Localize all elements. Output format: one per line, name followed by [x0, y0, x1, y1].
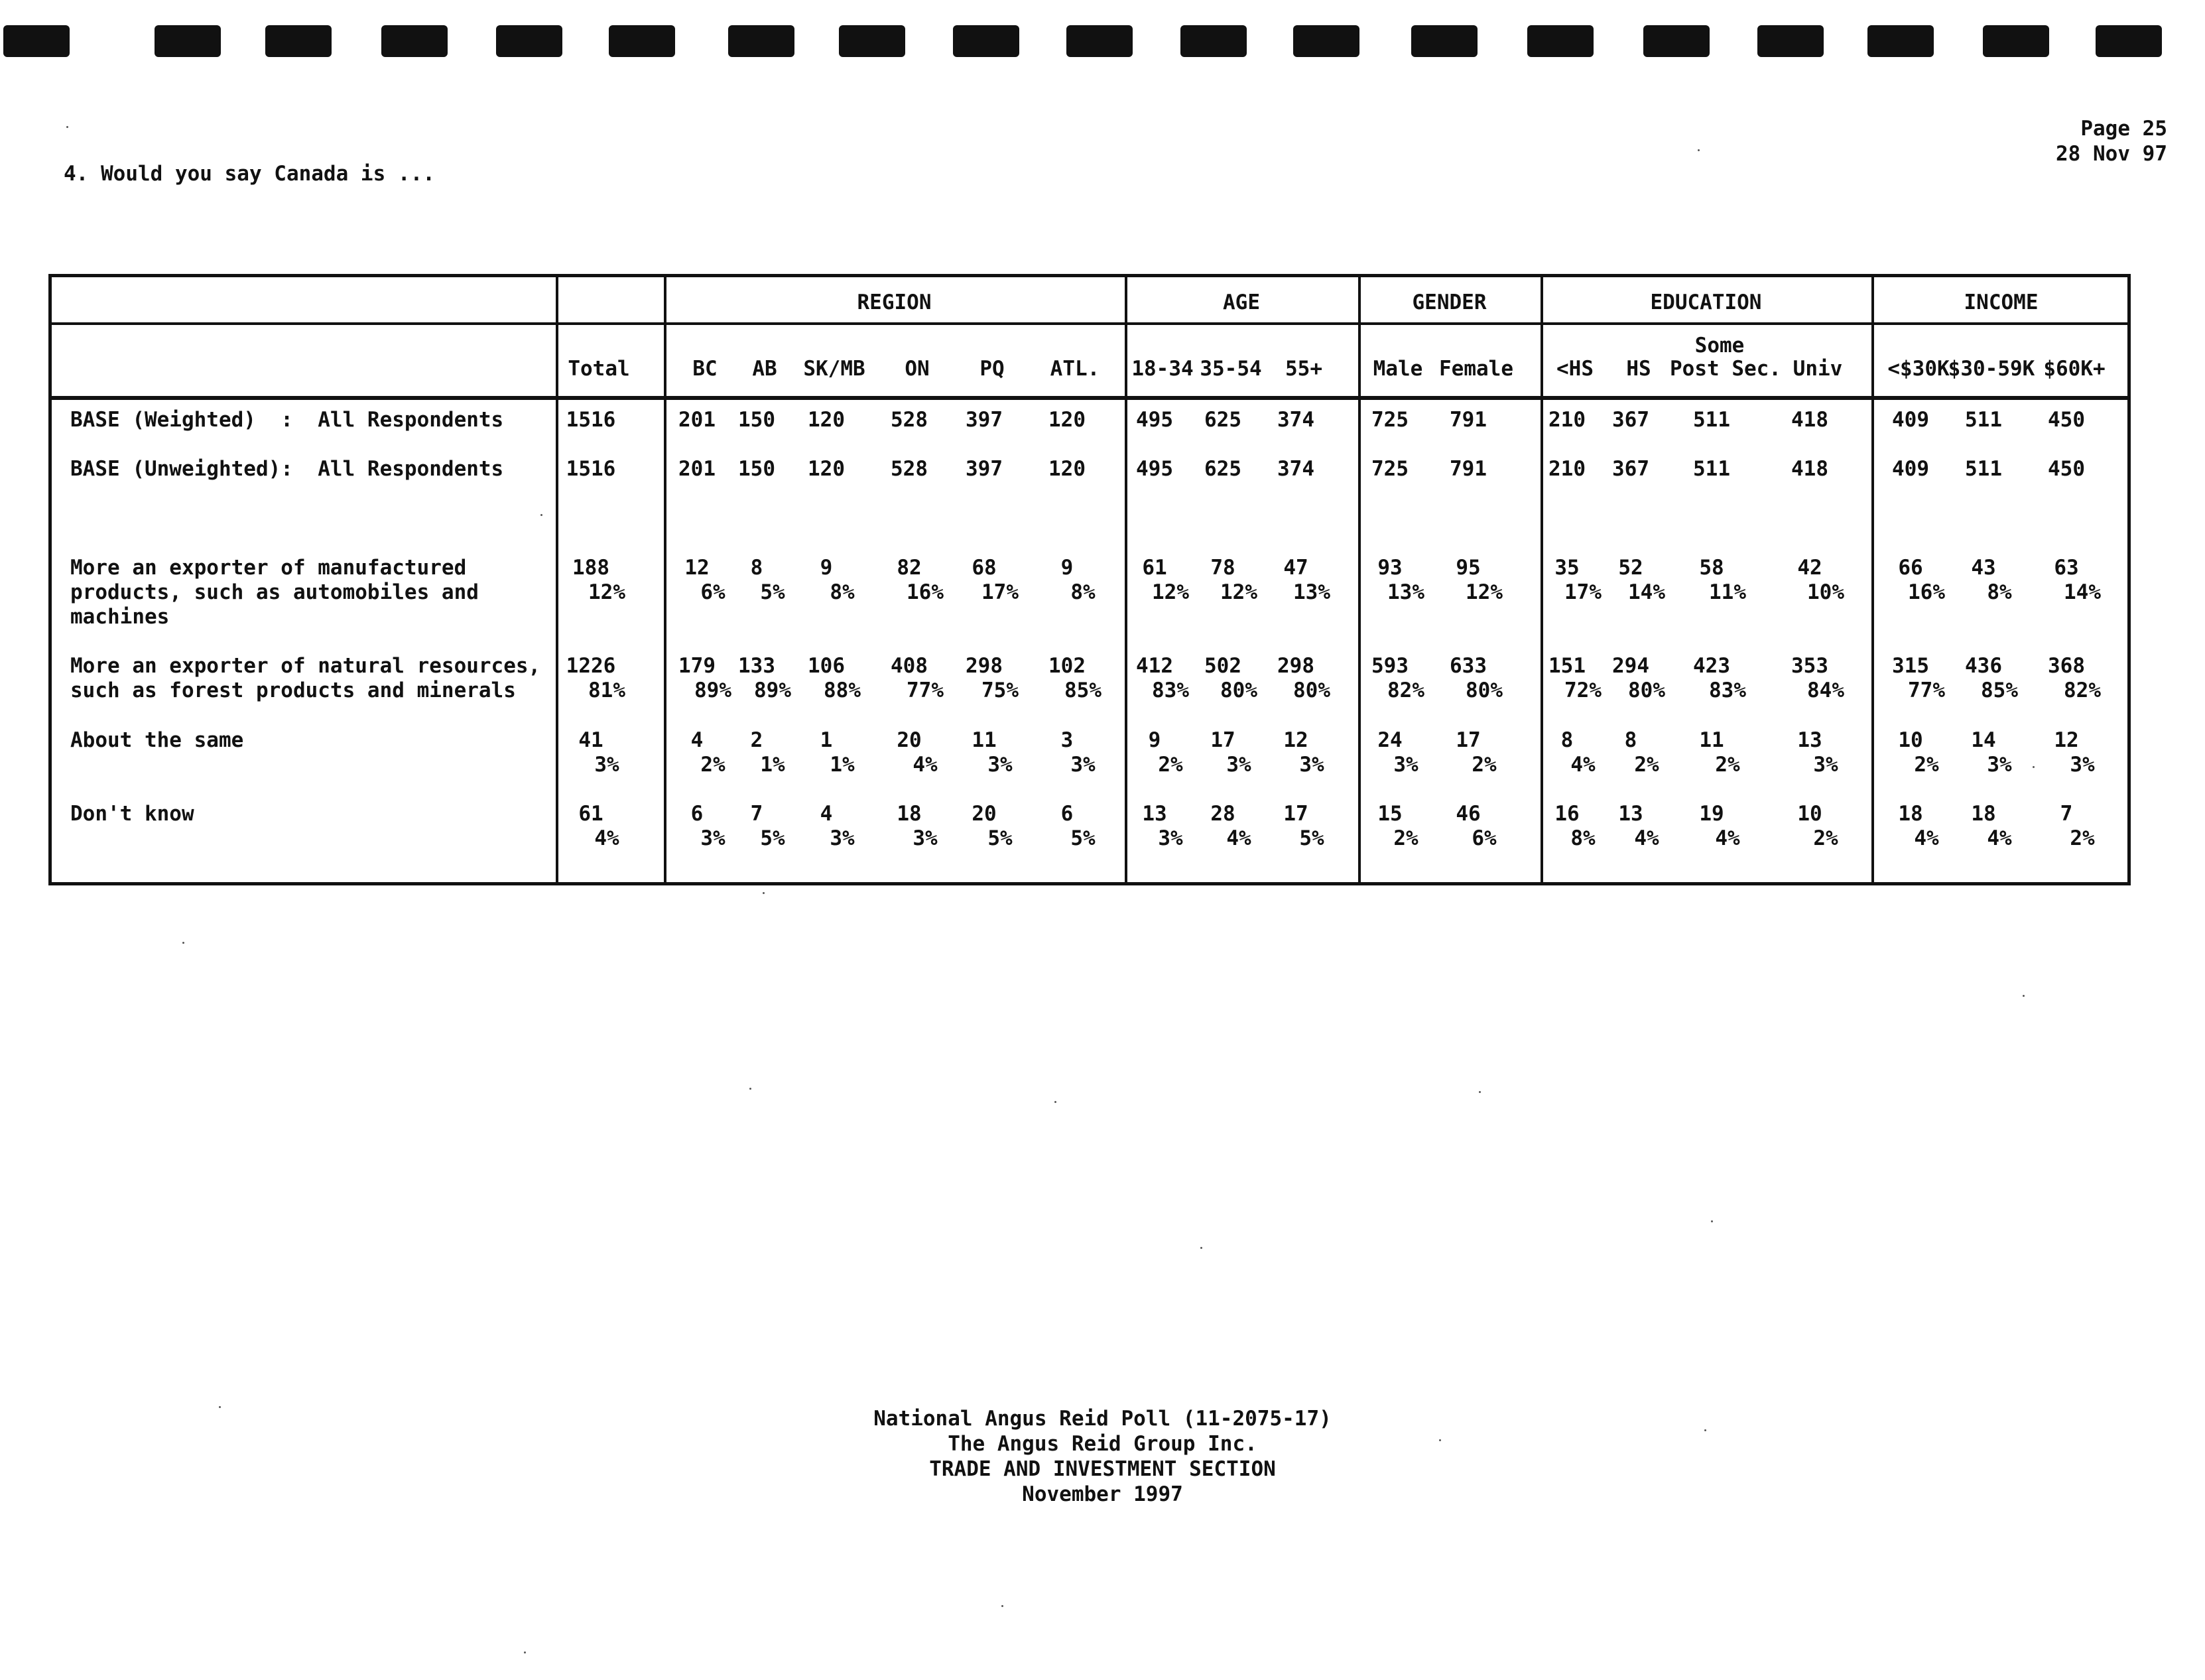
- percent-cell: 5%: [1070, 826, 1096, 850]
- scan-speck: [1698, 149, 1700, 151]
- row-label: More an exporter of manufactured: [70, 556, 467, 580]
- footer-line: November 1997: [1022, 1482, 1183, 1506]
- count-cell: 12: [2054, 728, 2079, 752]
- column-header: 18-34: [1131, 357, 1194, 381]
- perforation-hole: [1757, 25, 1824, 57]
- count-cell: 409: [1892, 408, 1929, 432]
- count-cell: 423: [1693, 654, 1730, 678]
- percent-cell: 11%: [1709, 580, 1746, 604]
- percent-cell: 8%: [1987, 580, 2012, 604]
- count-cell: 82: [897, 556, 922, 580]
- count-cell: 18: [1898, 802, 1923, 826]
- scan-speck: [182, 942, 184, 944]
- count-cell: 7: [750, 802, 763, 826]
- row-label: About the same: [70, 728, 244, 752]
- perforation-hole: [265, 25, 332, 57]
- count-cell: 6: [1060, 802, 1074, 826]
- percent-cell: 3%: [1299, 753, 1324, 777]
- percent-cell: 2%: [1914, 753, 1939, 777]
- count-cell: 511: [1965, 408, 2002, 432]
- row-label: machines: [70, 605, 170, 629]
- count-cell: 11: [972, 728, 997, 752]
- scan-speck: [540, 514, 542, 516]
- column-header: $30-59K: [1948, 357, 2035, 381]
- count-cell: 450: [2048, 457, 2085, 481]
- count-cell: 409: [1892, 457, 1929, 481]
- count-cell: 633: [1450, 654, 1487, 678]
- count-cell: 93: [1377, 556, 1403, 580]
- perforation-hole: [728, 25, 794, 57]
- count-cell: 12: [684, 556, 710, 580]
- count-cell: 3: [1060, 728, 1074, 752]
- column-header: Univ: [1793, 357, 1843, 381]
- count-cell: 20: [972, 802, 997, 826]
- count-cell: 15: [1377, 802, 1403, 826]
- count-cell: 6: [690, 802, 704, 826]
- percent-cell: 12%: [1466, 580, 1503, 604]
- column-header: AB: [752, 357, 777, 381]
- column-header: <$30K: [1887, 357, 1950, 381]
- percent-cell: 83%: [1709, 678, 1746, 702]
- column-header: PQ: [979, 357, 1005, 381]
- scan-speck: [219, 1406, 221, 1408]
- row-label: Don't know: [70, 802, 194, 826]
- count-cell: 13: [1618, 802, 1643, 826]
- group-header: GENDER: [1412, 291, 1487, 314]
- count-cell: 528: [891, 457, 928, 481]
- count-cell: 1516: [566, 457, 616, 481]
- count-cell: 150: [738, 408, 775, 432]
- count-cell: 13: [1142, 802, 1167, 826]
- count-cell: 725: [1371, 457, 1409, 481]
- percent-cell: 14%: [2064, 580, 2101, 604]
- count-cell: 133: [738, 654, 775, 678]
- count-cell: 201: [678, 457, 716, 481]
- count-cell: 725: [1371, 408, 1409, 432]
- group-header: EDUCATION: [1650, 291, 1762, 314]
- crosstab-table: [48, 274, 2131, 885]
- column-header: ON: [905, 357, 930, 381]
- percent-cell: 88%: [824, 678, 861, 702]
- count-cell: 66: [1898, 556, 1923, 580]
- count-cell: 374: [1277, 457, 1314, 481]
- count-cell: 1: [820, 728, 833, 752]
- group-header: AGE: [1223, 291, 1260, 314]
- percent-cell: 84%: [1807, 678, 1844, 702]
- count-cell: 52: [1618, 556, 1643, 580]
- percent-cell: 14%: [1628, 580, 1665, 604]
- perforation-hole: [1867, 25, 1934, 57]
- row-label: products, such as automobiles and: [70, 580, 479, 604]
- perforation-hole: [609, 25, 675, 57]
- count-cell: 120: [808, 408, 845, 432]
- percent-cell: 3%: [913, 826, 938, 850]
- count-cell: 298: [1277, 654, 1314, 678]
- perforation-hole: [1527, 25, 1594, 57]
- footer: [0, 1406, 2205, 1507]
- percent-cell: 12%: [1220, 580, 1257, 604]
- count-cell: 61: [1142, 556, 1167, 580]
- count-cell: 11: [1699, 728, 1724, 752]
- percent-cell: 16%: [1908, 580, 1945, 604]
- scan-speck: [1054, 1101, 1056, 1103]
- column-header: 35-54: [1200, 357, 1262, 381]
- percent-cell: 13%: [1387, 580, 1424, 604]
- header-divider: [559, 322, 2131, 325]
- scan-speck: [763, 892, 765, 894]
- percent-cell: 10%: [1807, 580, 1844, 604]
- count-cell: 10: [1797, 802, 1822, 826]
- percent-cell: 4%: [594, 826, 619, 850]
- percent-cell: 3%: [1813, 753, 1838, 777]
- footer-line: TRADE AND INVESTMENT SECTION: [929, 1457, 1276, 1481]
- count-cell: 68: [972, 556, 997, 580]
- page-date: 28 Nov 97: [2056, 142, 2167, 166]
- percent-cell: 2%: [2070, 826, 2095, 850]
- percent-cell: 3%: [1393, 753, 1418, 777]
- column-header: ATL.: [1050, 357, 1100, 381]
- count-cell: 41: [578, 728, 603, 752]
- percent-cell: 85%: [1064, 678, 1102, 702]
- percent-cell: 72%: [1564, 678, 1602, 702]
- percent-cell: 3%: [700, 826, 725, 850]
- column-header: SK/MB: [803, 357, 865, 381]
- percent-cell: 2%: [700, 753, 725, 777]
- percent-cell: 80%: [1220, 678, 1257, 702]
- count-cell: 294: [1612, 654, 1649, 678]
- count-cell: 528: [891, 408, 928, 432]
- perforation-hole: [1066, 25, 1133, 57]
- count-cell: 412: [1136, 654, 1173, 678]
- count-cell: 17: [1456, 728, 1481, 752]
- count-cell: 495: [1136, 457, 1173, 481]
- percent-cell: 4%: [1634, 826, 1659, 850]
- percent-cell: 4%: [1987, 826, 2012, 850]
- percent-cell: 80%: [1466, 678, 1503, 702]
- scan-speck: [524, 1651, 526, 1653]
- column-header-prefix: Some: [1694, 334, 1745, 357]
- percent-cell: 17%: [981, 580, 1019, 604]
- count-cell: 12: [1283, 728, 1308, 752]
- scan-speck: [1439, 1439, 1441, 1441]
- percent-cell: 3%: [987, 753, 1013, 777]
- scan-speck: [1001, 1605, 1003, 1607]
- percent-cell: 2%: [1813, 826, 1838, 850]
- count-cell: 17: [1283, 802, 1308, 826]
- count-cell: 625: [1204, 457, 1241, 481]
- column-header: $60K+: [2043, 357, 2106, 381]
- count-cell: 210: [1548, 408, 1586, 432]
- scan-speck: [66, 126, 68, 128]
- count-cell: 8: [1560, 728, 1574, 752]
- group-header: INCOME: [1964, 291, 2039, 314]
- row-label: More an exporter of natural resources,: [70, 654, 541, 678]
- perforation-hole: [2096, 25, 2162, 57]
- page-number: Page 25: [2080, 117, 2167, 141]
- perforation-hole: [3, 25, 70, 57]
- column-header: <HS: [1556, 357, 1594, 381]
- count-cell: 397: [966, 457, 1003, 481]
- percent-cell: 5%: [1299, 826, 1324, 850]
- count-cell: 28: [1210, 802, 1235, 826]
- count-cell: 95: [1456, 556, 1481, 580]
- perforation-hole: [496, 25, 562, 57]
- percent-cell: 8%: [830, 580, 855, 604]
- count-cell: 201: [678, 408, 716, 432]
- percent-cell: 3%: [1158, 826, 1183, 850]
- column-header: 55+: [1285, 357, 1322, 381]
- count-cell: 20: [897, 728, 922, 752]
- perforation-hole: [1643, 25, 1710, 57]
- count-cell: 9: [820, 556, 833, 580]
- count-cell: 502: [1204, 654, 1241, 678]
- count-cell: 17: [1210, 728, 1235, 752]
- count-cell: 35: [1554, 556, 1580, 580]
- count-cell: 106: [808, 654, 845, 678]
- count-cell: 1516: [566, 408, 616, 432]
- count-cell: 24: [1377, 728, 1403, 752]
- scan-speck: [1479, 1091, 1481, 1093]
- percent-cell: 8%: [1570, 826, 1596, 850]
- percent-cell: 2%: [1472, 753, 1497, 777]
- count-cell: 450: [2048, 408, 2085, 432]
- percent-cell: 89%: [694, 678, 731, 702]
- count-cell: 791: [1450, 408, 1487, 432]
- scan-speck: [1200, 1247, 1202, 1249]
- count-cell: 179: [678, 654, 716, 678]
- count-cell: 7: [2060, 802, 2073, 826]
- perforation-hole: [1411, 25, 1478, 57]
- scan-speck: [749, 1088, 751, 1090]
- count-cell: 47: [1283, 556, 1308, 580]
- count-cell: 418: [1791, 408, 1828, 432]
- count-cell: 2: [750, 728, 763, 752]
- count-cell: 8: [750, 556, 763, 580]
- count-cell: 298: [966, 654, 1003, 678]
- footer-line: National Angus Reid Poll (11-2075-17): [873, 1407, 1332, 1431]
- percent-cell: 3%: [1226, 753, 1251, 777]
- count-cell: 102: [1048, 654, 1086, 678]
- percent-cell: 12%: [588, 580, 625, 604]
- count-cell: 8: [1624, 728, 1637, 752]
- percent-cell: 85%: [1981, 678, 2018, 702]
- percent-cell: 5%: [760, 580, 785, 604]
- count-cell: 625: [1204, 408, 1241, 432]
- count-cell: 63: [2054, 556, 2079, 580]
- percent-cell: 4%: [1226, 826, 1251, 850]
- percent-cell: 3%: [830, 826, 855, 850]
- percent-cell: 89%: [754, 678, 791, 702]
- percent-cell: 80%: [1628, 678, 1665, 702]
- count-cell: 367: [1612, 408, 1649, 432]
- percent-cell: 3%: [2070, 753, 2095, 777]
- count-cell: 511: [1693, 457, 1730, 481]
- percent-cell: 4%: [1570, 753, 1596, 777]
- percent-cell: 80%: [1293, 678, 1330, 702]
- percent-cell: 2%: [1715, 753, 1740, 777]
- count-cell: 13: [1797, 728, 1822, 752]
- count-cell: 18: [897, 802, 922, 826]
- percent-cell: 75%: [981, 678, 1019, 702]
- count-cell: 19: [1699, 802, 1724, 826]
- percent-cell: 3%: [1070, 753, 1096, 777]
- count-cell: 1226: [566, 654, 616, 678]
- count-cell: 408: [891, 654, 928, 678]
- percent-cell: 12%: [1152, 580, 1189, 604]
- count-cell: 4: [820, 802, 833, 826]
- count-cell: 495: [1136, 408, 1173, 432]
- percent-cell: 3%: [1987, 753, 2012, 777]
- count-cell: 120: [808, 457, 845, 481]
- count-cell: 150: [738, 457, 775, 481]
- count-cell: 511: [1965, 457, 2002, 481]
- perforation-hole: [381, 25, 448, 57]
- count-cell: 353: [1791, 654, 1828, 678]
- column-header: BC: [692, 357, 718, 381]
- count-cell: 791: [1450, 457, 1487, 481]
- count-cell: 188: [572, 556, 609, 580]
- percent-cell: 82%: [1387, 678, 1424, 702]
- group-header: REGION: [857, 291, 932, 314]
- percent-cell: 2%: [1158, 753, 1183, 777]
- perforation-hole: [155, 25, 221, 57]
- count-cell: 43: [1971, 556, 1996, 580]
- percent-cell: 83%: [1152, 678, 1189, 702]
- scan-speck: [1711, 1220, 1713, 1222]
- count-cell: 10: [1898, 728, 1923, 752]
- perforation-hole: [953, 25, 1019, 57]
- column-header: HS: [1626, 357, 1651, 381]
- header-bottom-rule: [52, 396, 2131, 400]
- scan-speck: [2033, 766, 2035, 768]
- count-cell: 9: [1060, 556, 1074, 580]
- percent-cell: 77%: [1908, 678, 1945, 702]
- percent-cell: 4%: [1715, 826, 1740, 850]
- percent-cell: 13%: [1293, 580, 1330, 604]
- count-cell: 42: [1797, 556, 1822, 580]
- percent-cell: 6%: [1472, 826, 1497, 850]
- tractor-feed-perforation: [0, 20, 2205, 73]
- count-cell: 120: [1048, 457, 1086, 481]
- perforation-hole: [839, 25, 905, 57]
- count-cell: 18: [1971, 802, 1996, 826]
- count-cell: 315: [1892, 654, 1929, 678]
- percent-cell: 16%: [907, 580, 944, 604]
- count-cell: 9: [1148, 728, 1161, 752]
- percent-cell: 5%: [760, 826, 785, 850]
- count-cell: 511: [1693, 408, 1730, 432]
- scan-speck: [2023, 995, 2025, 997]
- percent-cell: 17%: [1564, 580, 1602, 604]
- count-cell: 61: [578, 802, 603, 826]
- count-cell: 436: [1965, 654, 2002, 678]
- count-cell: 120: [1048, 408, 1086, 432]
- column-header: Female: [1439, 357, 1513, 381]
- percent-cell: 1%: [830, 753, 855, 777]
- percent-cell: 5%: [987, 826, 1013, 850]
- header-divider: [52, 322, 559, 325]
- percent-cell: 8%: [1070, 580, 1096, 604]
- column-header: Male: [1373, 357, 1423, 381]
- count-cell: 593: [1371, 654, 1409, 678]
- count-cell: 78: [1210, 556, 1235, 580]
- scan-speck: [1704, 1429, 1706, 1431]
- count-cell: 4: [690, 728, 704, 752]
- percent-cell: 6%: [700, 580, 725, 604]
- count-cell: 58: [1699, 556, 1724, 580]
- percent-cell: 77%: [907, 678, 944, 702]
- row-label: such as forest products and minerals: [70, 678, 516, 702]
- count-cell: 367: [1612, 457, 1649, 481]
- count-cell: 46: [1456, 802, 1481, 826]
- percent-cell: 2%: [1634, 753, 1659, 777]
- percent-cell: 3%: [594, 753, 619, 777]
- count-cell: 151: [1548, 654, 1586, 678]
- percent-cell: 81%: [588, 678, 625, 702]
- percent-cell: 4%: [913, 753, 938, 777]
- percent-cell: 2%: [1393, 826, 1418, 850]
- row-label: BASE (Weighted) : All Respondents: [70, 408, 504, 432]
- count-cell: 14: [1971, 728, 1996, 752]
- count-cell: 418: [1791, 457, 1828, 481]
- perforation-hole: [1293, 25, 1359, 57]
- percent-cell: 1%: [760, 753, 785, 777]
- question-title: 4. Would you say Canada is ...: [64, 162, 435, 186]
- perforation-hole: [1180, 25, 1247, 57]
- percent-cell: 4%: [1914, 826, 1939, 850]
- count-cell: 210: [1548, 457, 1586, 481]
- footer-line: The Angus Reid Group Inc.: [948, 1432, 1257, 1456]
- count-cell: 397: [966, 408, 1003, 432]
- perforation-hole: [1983, 25, 2049, 57]
- count-cell: 16: [1554, 802, 1580, 826]
- column-header: Post Sec.: [1670, 357, 1781, 381]
- count-cell: 374: [1277, 408, 1314, 432]
- row-label: BASE (Unweighted): All Respondents: [70, 457, 504, 481]
- percent-cell: 82%: [2064, 678, 2101, 702]
- count-cell: 368: [2048, 654, 2085, 678]
- column-header: Total: [568, 357, 630, 381]
